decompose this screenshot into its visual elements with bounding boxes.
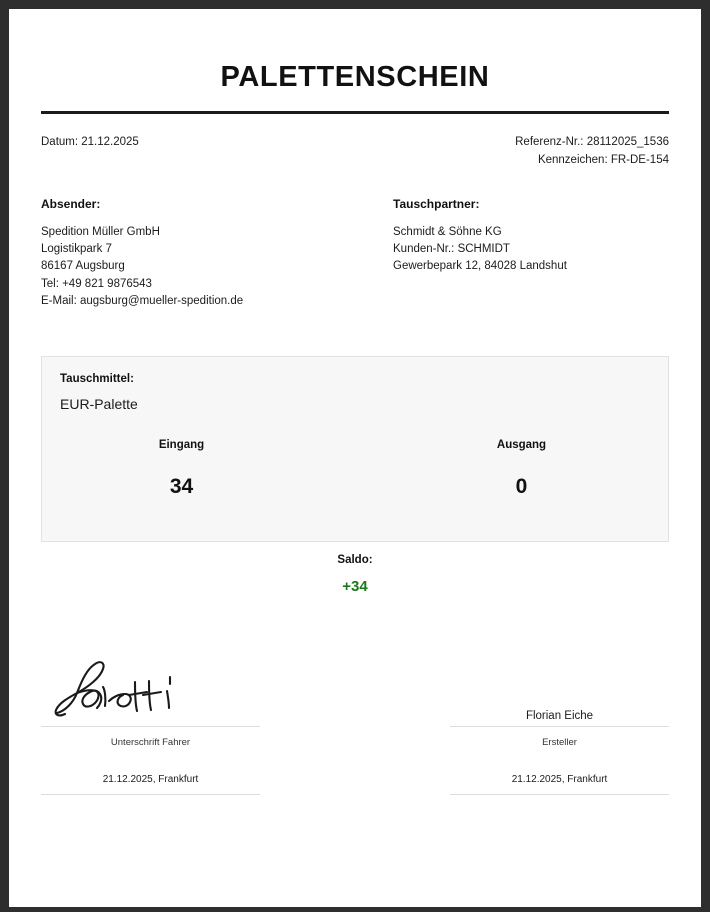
signature-section: [41, 652, 669, 795]
sender-city: 86167 Augsburg: [41, 260, 125, 273]
driver-signature-area: [41, 652, 260, 726]
creator-signature-block: [450, 652, 669, 795]
partner-company: Schmidt & Söhne KG: [393, 225, 502, 238]
vehicle-plate: Kennzeichen: FR-DE-154: [537, 154, 669, 167]
exchange-panel: [41, 356, 669, 542]
driver-place-line: [41, 794, 260, 795]
outgoing-header: Ausgang: [496, 439, 547, 452]
balance-value: +34: [342, 578, 368, 596]
sender-phone: Tel: +49 821 9876543: [41, 277, 152, 290]
creator-signature-area: [450, 652, 669, 726]
sender-heading: Absender:: [41, 196, 101, 211]
partner-address: Gewerbepark 12, 84028 Landshut: [393, 260, 567, 273]
sender-street: Logistikpark 7: [41, 243, 112, 256]
incoming-header: Eingang: [158, 439, 205, 452]
title-divider: [41, 111, 669, 114]
outgoing-column: [355, 439, 650, 499]
reference-number: Referenz-Nr.: 28112025_1536: [515, 136, 669, 149]
incoming-column: [60, 439, 355, 499]
outgoing-value: 0: [515, 475, 528, 499]
sender-email: E-Mail: augsburg@mueller-spedition.de: [41, 294, 244, 307]
driver-signature-place: 21.12.2025, Frankfurt: [102, 774, 199, 786]
exchange-counts: [60, 439, 650, 499]
creator-signature-place: 21.12.2025, Frankfurt: [511, 774, 608, 786]
incoming-value: 34: [169, 475, 194, 499]
handwritten-signature-icon: [43, 651, 183, 728]
creator-name: Florian Eiche: [525, 710, 594, 723]
page-title: PALETTENSCHEIN: [220, 61, 490, 93]
meta-left-group: [41, 134, 139, 151]
creator-signature-line: [450, 726, 669, 727]
sender-company: Spedition Müller GmbH: [41, 225, 160, 238]
document-date: Datum: 21.12.2025: [41, 136, 139, 149]
parties-section: [41, 197, 669, 310]
partner-customer-number: Kunden-Nr.: SCHMIDT: [393, 243, 510, 256]
document-page: [9, 9, 701, 907]
exchange-label: Tauschmittel:: [60, 373, 134, 386]
balance-label: Saldo:: [337, 554, 373, 567]
meta-right-group: [515, 134, 669, 170]
exchange-item: EUR-Palette: [60, 396, 138, 413]
creator-signature-role: Ersteller: [542, 737, 577, 749]
creator-place-line: [450, 794, 669, 795]
driver-signature-block: [41, 652, 260, 795]
document-meta: [41, 134, 669, 170]
sender-block: [41, 197, 355, 310]
partner-block: [355, 197, 669, 310]
driver-signature-role: Unterschrift Fahrer: [110, 737, 191, 749]
balance-section: [41, 554, 669, 595]
partner-heading: Tauschpartner:: [393, 196, 480, 211]
